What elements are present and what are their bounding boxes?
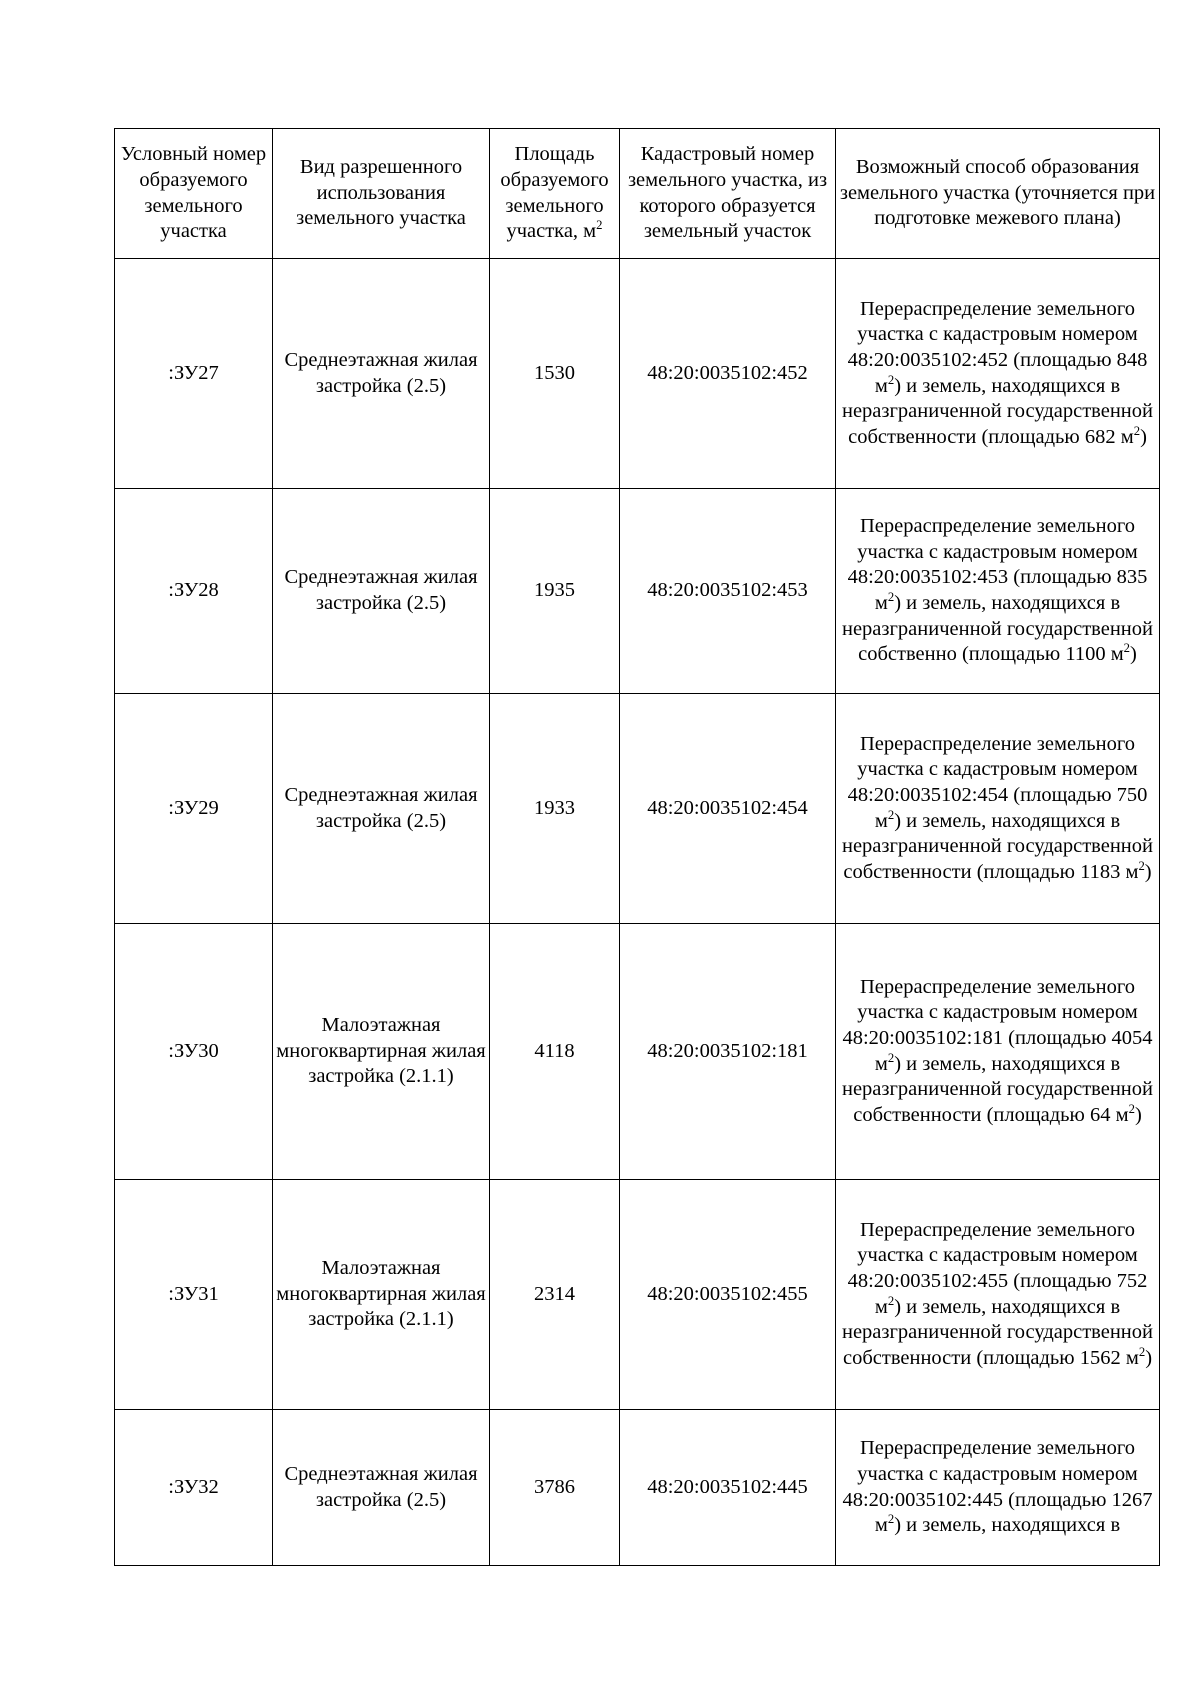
- method-sup-2: 2: [1138, 858, 1145, 873]
- cell-formation-method: [836, 1410, 1160, 1566]
- cell-plot-number: :ЗУ28: [115, 489, 273, 694]
- cell-formation-method: [836, 259, 1160, 489]
- method-sup-1: 2: [887, 1512, 895, 1527]
- method-text-a: Перераспределение земельного участка с кадастровым номером 48:20:0035102:181 (площадью 4054 м: [842, 975, 1153, 1075]
- header-area-unit-sup: 2: [596, 218, 603, 233]
- header-formation-method: Возможный способ образования земельного участка (уточняется при подготовке межевого плана): [836, 129, 1160, 259]
- method-text-b: ) и земель, находящихся в неразграниченной государственной собственности (площадью 1183 м: [841, 809, 1153, 883]
- land-plots-table: [114, 128, 1160, 1566]
- table-row: [115, 1410, 1160, 1566]
- cell-permitted-use: Среднеэтажная жилая застройка (2.5): [273, 1410, 490, 1566]
- method-text-c: ): [1145, 1346, 1153, 1369]
- method-text-a: Перераспределение земельного участка с кадастровым номером 48:20:0035102:455 (площадью 752 м: [847, 1218, 1148, 1318]
- method-text-a: Перераспределение земельного участка с кадастровым номером 48:20:0035102:452 (площадью 848 м: [847, 297, 1148, 397]
- cell-cadastral-number: 48:20:0035102:452: [620, 259, 836, 489]
- method-text-a: Перераспределение земельного участка с кадастровым номером 48:20:0035102:454 (площадью 750 м: [847, 732, 1148, 832]
- method-text-c: ): [1144, 860, 1152, 883]
- cell-area: 2314: [490, 1180, 620, 1410]
- cell-formation-method: [836, 489, 1160, 694]
- cell-cadastral-number: 48:20:0035102:181: [620, 924, 836, 1180]
- table-row: [115, 924, 1160, 1180]
- cell-permitted-use: Малоэтажная многоквартирная жилая застройка (2.1.1): [273, 924, 490, 1180]
- method-sup-1: 2: [887, 807, 895, 822]
- cell-formation-method: [836, 694, 1160, 924]
- cell-area: 4118: [490, 924, 620, 1180]
- header-plot-number: Условный номер образуемого земельного участка: [115, 129, 273, 259]
- cell-area: 1935: [490, 489, 620, 694]
- table-row: [115, 694, 1160, 924]
- method-text-a: Перераспределение земельного участка с кадастровым номером 48:20:0035102:453 (площадью 835 м: [847, 515, 1148, 614]
- cell-plot-number: :ЗУ32: [115, 1410, 273, 1566]
- cell-permitted-use: Среднеэтажная жилая застройка (2.5): [273, 259, 490, 489]
- method-sup-1: 2: [887, 1293, 895, 1308]
- method-sup-1: 2: [887, 1050, 895, 1065]
- header-area-label: Площадь образуемого земельного участка, м: [500, 143, 609, 243]
- cell-cadastral-number: 48:20:0035102:453: [620, 489, 836, 694]
- method-sup-1: 2: [887, 372, 895, 387]
- cell-cadastral-number: 48:20:0035102:454: [620, 694, 836, 924]
- method-text-c: ): [1134, 1103, 1142, 1126]
- method-sup-2: 2: [1128, 1101, 1135, 1116]
- cell-formation-method: [836, 924, 1160, 1180]
- cell-cadastral-number: 48:20:0035102:445: [620, 1410, 836, 1566]
- method-text-b: ) и земель, находящихся в неразграниченной государственной собственно (площадью 1100 м: [841, 592, 1153, 666]
- method-sup-2: 2: [1123, 641, 1131, 656]
- table-header-row: [115, 129, 1160, 259]
- header-area: [490, 129, 620, 259]
- cell-permitted-use: Среднеэтажная жилая застройка (2.5): [273, 489, 490, 694]
- method-text-c: ): [1130, 643, 1137, 666]
- cell-area: 1933: [490, 694, 620, 924]
- method-text-a: Перераспределение земельного участка с кадастровым номером 48:20:0035102:445 (площадью 1267 м: [842, 1437, 1153, 1537]
- cell-cadastral-number: 48:20:0035102:455: [620, 1180, 836, 1410]
- table-row: [115, 1180, 1160, 1410]
- header-source-cadastral: Кадастровый номер земельного участка, из которого образуется земельный участок: [620, 129, 836, 259]
- cell-formation-method: [836, 1180, 1160, 1410]
- method-text-c: ): [1140, 425, 1147, 448]
- cell-area: 3786: [490, 1410, 620, 1566]
- cell-plot-number: :ЗУ31: [115, 1180, 273, 1410]
- cell-area: 1530: [490, 259, 620, 489]
- cell-plot-number: :ЗУ30: [115, 924, 273, 1180]
- cell-plot-number: :ЗУ29: [115, 694, 273, 924]
- cell-plot-number: :ЗУ27: [115, 259, 273, 489]
- method-sup-2: 2: [1138, 1344, 1146, 1359]
- cell-permitted-use: Среднеэтажная жилая застройка (2.5): [273, 694, 490, 924]
- header-permitted-use: Вид разрешенного использования земельного участка: [273, 129, 490, 259]
- method-text-b: ) и земель, находящихся в неразграниченной государственной собственности (площадью 682 м: [841, 374, 1153, 448]
- cell-permitted-use: Малоэтажная многоквартирная жилая застройка (2.1.1): [273, 1180, 490, 1410]
- method-sup-1: 2: [887, 590, 895, 605]
- method-sup-2: 2: [1133, 423, 1141, 438]
- method-text-b: ) и земель, находящихся в: [894, 1514, 1121, 1537]
- method-text-b: ) и земель, находящихся в неразграниченной государственной собственности (площадью 1562 м: [841, 1295, 1153, 1369]
- table-row: [115, 259, 1160, 489]
- table-row: [115, 489, 1160, 694]
- method-text-b: ) и земель, находящихся в неразграниченной государственной собственности (площадью 64 м: [841, 1052, 1153, 1126]
